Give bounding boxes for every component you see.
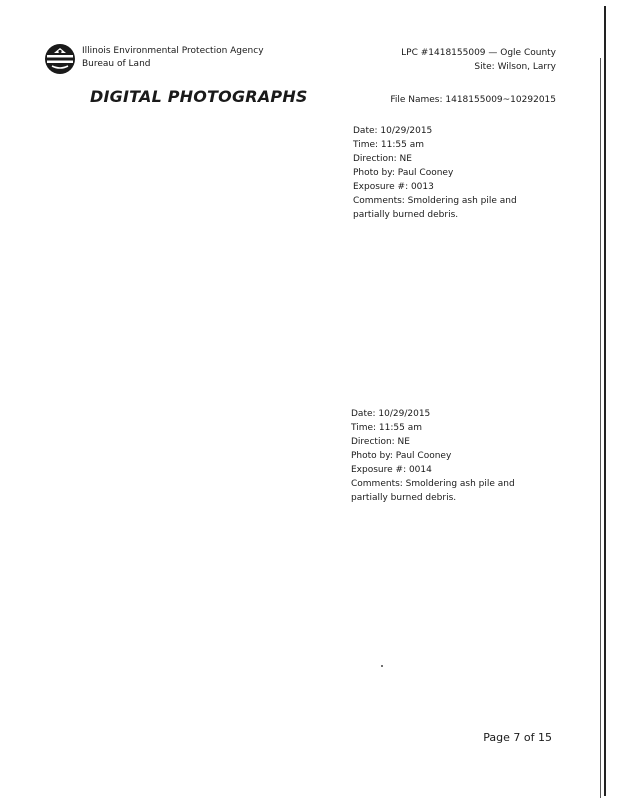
photo-comments-continued: partially burned debris. xyxy=(351,493,457,503)
photo-time: Time: 11:55 am xyxy=(353,140,424,150)
photo-info-block xyxy=(351,407,515,505)
photo-date: Date: 10/29/2015 xyxy=(351,409,431,419)
photo-date: Date: 10/29/2015 xyxy=(353,126,433,136)
illinois-epa-seal-icon xyxy=(44,43,76,75)
page-number: Page 7 of 15 xyxy=(483,731,552,744)
scan-edge-line-inner xyxy=(600,58,601,798)
agency-block xyxy=(82,45,264,71)
scan-speck xyxy=(381,665,383,667)
site-name: Site: Wilson, Larry xyxy=(474,62,556,72)
photo-info-block xyxy=(353,124,517,222)
photo-direction: Direction: NE xyxy=(353,154,412,164)
page-title: DIGITAL PHOTOGRAPHS xyxy=(90,87,308,106)
photo-comments-continued: partially burned debris. xyxy=(353,210,459,220)
bureau-name: Bureau of Land xyxy=(82,59,151,69)
photo-author: Photo by: Paul Cooney xyxy=(353,168,454,178)
scan-edge-line xyxy=(604,6,606,796)
photo-time: Time: 11:55 am xyxy=(351,423,422,433)
photo-exposure: Exposure #: 0014 xyxy=(351,465,432,475)
file-names: File Names: 1418155009~10292015 xyxy=(390,95,556,105)
lpc-number: LPC #1418155009 — Ogle County xyxy=(401,48,556,58)
photo-exposure: Exposure #: 0013 xyxy=(353,182,434,192)
photo-direction: Direction: NE xyxy=(351,437,410,447)
photo-comments: Comments: Smoldering ash pile and xyxy=(353,196,517,206)
photo-comments: Comments: Smoldering ash pile and xyxy=(351,479,515,489)
site-info-block xyxy=(401,46,556,74)
photo-author: Photo by: Paul Cooney xyxy=(351,451,452,461)
agency-name: Illinois Environmental Protection Agency xyxy=(82,46,264,56)
